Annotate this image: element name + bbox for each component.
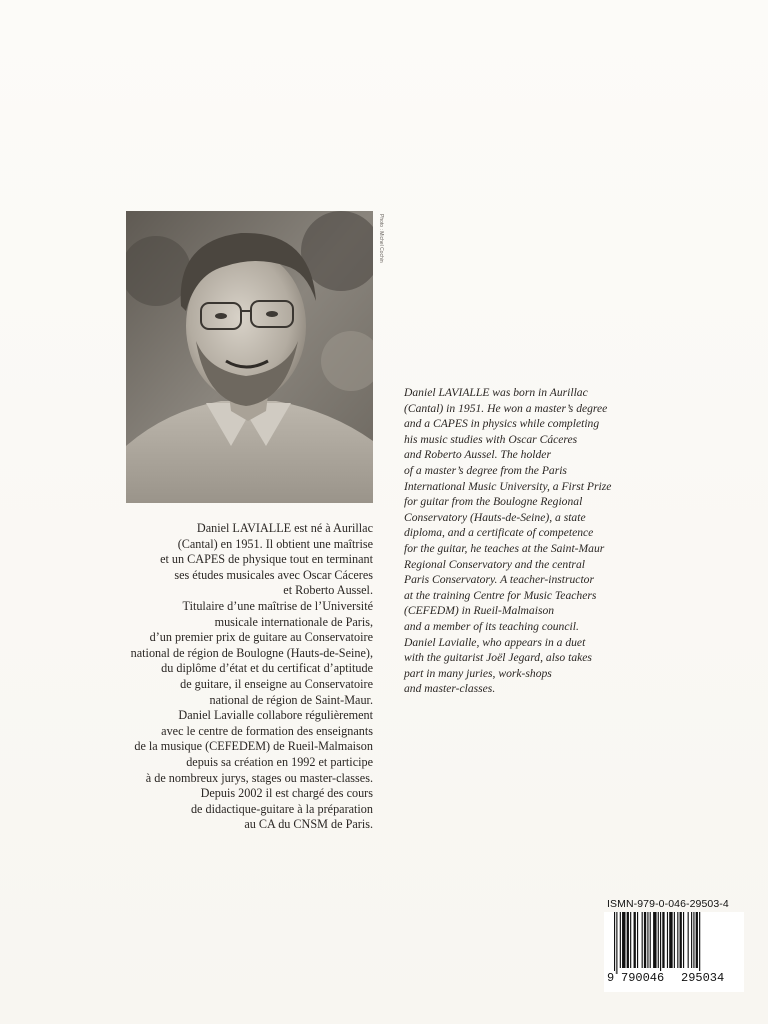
bio-fr-line: Daniel Lavialle collabore régulièrement: [178, 708, 373, 723]
bio-en-line: (CEFEDM) in Rueil-Malmaison: [404, 604, 555, 618]
barcode-bar: [699, 912, 700, 974]
bio-en-line: Paris Conservatory. A teacher-instructor: [404, 573, 594, 587]
barcode-bar: [614, 912, 615, 974]
barcode-bar: [683, 912, 684, 968]
bio-fr-line: du diplôme d’état et du certificat d’aptitude: [161, 661, 373, 676]
barcode-icon: [604, 912, 744, 974]
bio-fr-line: de didactique-guitare à la préparation: [190, 801, 373, 816]
barcode-bar: [674, 912, 675, 968]
barcode-bar: [620, 912, 621, 968]
bio-en-line: Daniel LAVIALLE was born in Aurillac: [404, 386, 588, 399]
bio-en-line: International Music University, a First Prize: [404, 479, 612, 493]
bio-fr-line: et Roberto Aussel.: [283, 583, 373, 598]
bio-fr-line: depuis sa création en 1992 et participe: [186, 754, 373, 769]
bio-en-line: for the guitar, he teaches at the Saint-Maur: [404, 541, 605, 555]
barcode-digits-left-group: 790046: [621, 971, 665, 985]
barcode-bar: [653, 912, 656, 968]
bio-fr-line: national de région de Boulogne (Hauts-de-Seine),: [130, 645, 373, 660]
barcode-digits-right-group: 295034: [681, 971, 725, 985]
barcode-bar: [669, 912, 672, 968]
barcode-bar: [622, 912, 625, 968]
bio-fr-line: Daniel LAVIALLE est né à Aurillac: [196, 521, 373, 535]
bio-en-line: at the training Centre for Music Teachers: [404, 588, 597, 602]
barcode-digit-prefix: 9: [607, 971, 615, 985]
bio-fr-line: à de nombreux jurys, stages ou master-classes.: [145, 770, 373, 785]
barcode-bar: [662, 912, 664, 968]
author-photo: [126, 211, 373, 503]
bio-fr-line: avec le centre de formation des enseignants: [161, 723, 373, 738]
barcode-bar: [691, 912, 692, 968]
bio-fr-line: ses études musicales avec Oscar Cáceres: [174, 567, 373, 582]
barcode-digits: [604, 971, 744, 987]
bio-fr-line: de guitare, il enseigne au Conservatoire: [180, 676, 373, 691]
bio-en-line: with the guitarist Joël Jegard, also takes: [404, 651, 592, 665]
bio-en-line: part in many juries, work-shops: [404, 666, 552, 680]
barcode-bar: [642, 912, 643, 968]
bio-fr-line: Titulaire d’une maîtrise de l’Université: [182, 598, 373, 613]
bio-en-line: of a master’s degree from the Paris: [404, 463, 567, 477]
bio-fr-line: d’un premier prix de guitare au Conservatoire: [149, 630, 373, 645]
bio-en-line: and a CAPES in physics while completing: [404, 417, 600, 431]
bio-fr-line: de la musique (CEFEDEM) de Rueil-Malmaison: [134, 739, 373, 754]
barcode-bar: [637, 912, 638, 968]
bio-en-line: (Cantal) in 1951. He won a master’s degree: [404, 401, 608, 415]
photo-credit: Photo : Michel Cochin: [378, 214, 384, 263]
author-portrait-icon: [126, 211, 373, 503]
barcode-bar: [693, 912, 694, 968]
bio-en-line: his music studies with Oscar Cáceres: [404, 432, 578, 446]
bio-fr-line: (Cantal) en 1951. Il obtient une maîtrise: [177, 536, 373, 551]
bio-fr-line: au CA du CNSM de Paris.: [244, 817, 373, 832]
barcode-bar: [616, 912, 617, 974]
barcode-bar: [696, 912, 698, 968]
bio-en-line: diploma, and a certificate of competence: [404, 526, 594, 540]
barcode-bar: [627, 912, 629, 968]
bio-en-line: Conservatory (Hauts-de-Seine), a state: [404, 510, 586, 524]
ismn-label: ISMN-979-0-046-29503-4: [607, 898, 729, 910]
bio-en-line: Daniel Lavialle, who appears in a duet: [404, 635, 586, 649]
barcode-bar: [644, 912, 646, 968]
bio-fr-line: et un CAPES de physique tout en terminant: [160, 552, 373, 567]
barcode-bar: [688, 912, 689, 968]
barcode-bar: [677, 912, 678, 968]
biography-french: [118, 521, 373, 833]
barcode-bar: [658, 912, 659, 968]
bio-en-line: and a member of its teaching council.: [404, 619, 579, 633]
bio-en-line: and Roberto Aussel. The holder: [404, 448, 551, 462]
bio-fr-line: Depuis 2002 il est chargé des cours: [200, 786, 373, 801]
biography-english: [404, 385, 654, 697]
barcode-bar: [634, 912, 636, 968]
barcode-bar: [680, 912, 682, 968]
bio-en-line: for guitar from the Boulogne Regional: [404, 495, 583, 509]
bio-en-line: and master-classes.: [404, 682, 496, 696]
bio-fr-line: musicale internationale de Paris,: [214, 614, 373, 629]
barcode-bar: [650, 912, 651, 968]
bio-fr-line: national de région de Saint-Maur.: [209, 692, 373, 707]
barcode-bar: [647, 912, 648, 968]
barcode-bar: [630, 912, 631, 968]
bio-en-line: Regional Conservatory and the central: [404, 557, 585, 571]
barcode-bar: [667, 912, 668, 968]
barcode-bar: [660, 912, 661, 974]
